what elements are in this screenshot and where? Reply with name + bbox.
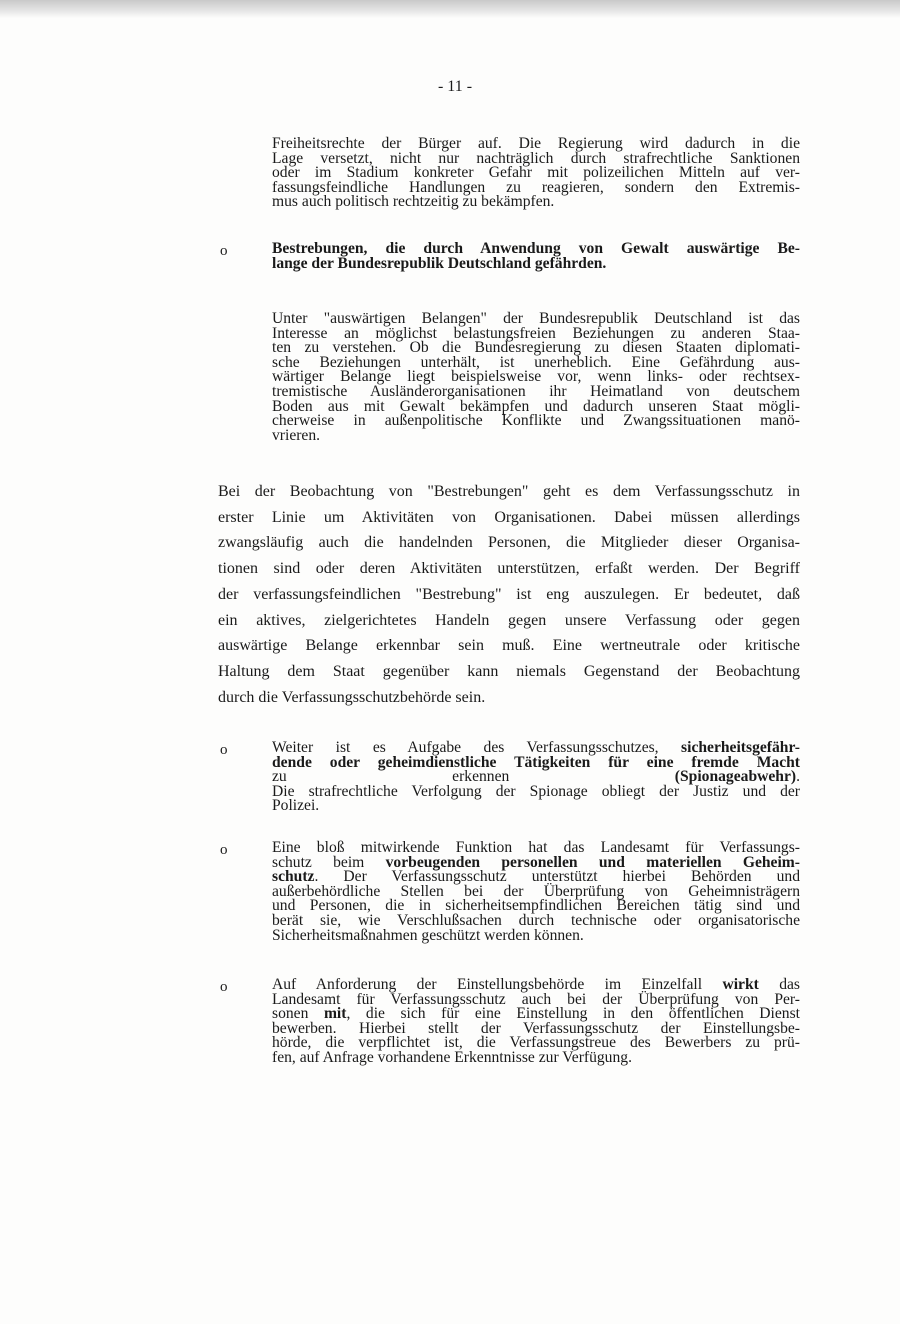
- text-run: Interesse an möglichst belastungsfreien Beziehungen zu anderen Staa-: [272, 324, 800, 342]
- text-line: [272, 254, 800, 272]
- text-run: wärtiger Belange liegt beispielsweise vor, wenn links- oder rechtsex-: [272, 368, 800, 386]
- page-number: - 11 -: [437, 78, 473, 95]
- text-run: und Personen, die in sicherheitsempfindlichen Bereichen tätig sind und: [272, 897, 800, 915]
- text-run: außerbehördliche Stellen bei der Überprüfung von Geheimnisträgern: [272, 882, 800, 900]
- text-run: fassungsfeindliche Handlungen zu reagieren, sondern den Extremis-: [272, 178, 800, 196]
- text-run: zu erkennen: [272, 768, 675, 786]
- text-run: Weiter ist es Aufgabe des Verfassungsschutzes,: [272, 739, 682, 756]
- text-run: oder im Stadium konkreter Gefahr mit polizeilichen Mitteln auf ver-: [272, 164, 800, 182]
- bold-text: wirkt: [722, 976, 759, 993]
- text-line: [218, 479, 800, 505]
- text-run: zwangsläufig auch die handelnden Personen, die Mitglieder dieser Organisa-: [218, 534, 800, 552]
- text-run: durch die Verfassungsschutzbehörde sein.: [218, 688, 486, 706]
- text-run: , die sich für eine Einstellung in den öffentlichen Dienst: [346, 1005, 800, 1023]
- text-run: vrieren.: [272, 426, 321, 444]
- text-run: bewerben. Hierbei stellt der Verfassungsschutz der Einstellungsbe-: [272, 1019, 800, 1037]
- text-run: Landesamt für Verfassungsschutz auch bei der Überprüfung von Per-: [272, 990, 800, 1008]
- bold-text: mit: [323, 1005, 347, 1023]
- bullet-marker: o: [220, 979, 228, 995]
- text-line: [272, 926, 800, 944]
- bold-text: vorbeugenden personellen und materiellen Geheim-: [385, 853, 800, 871]
- text-run: schutz beim: [272, 853, 386, 871]
- text-run: der verfassungsfeindlichen "Bestrebung" ist eng auszulegen. Er bedeutet, daß: [218, 585, 800, 603]
- text-run: Boden aus mit Gewalt bekämpfen und dadurch unseren Staat mögli-: [272, 397, 800, 415]
- text-run: mus auch politisch rechtzeitig zu bekämpfen.: [272, 193, 555, 211]
- text-run: das: [758, 976, 800, 993]
- text-run: Bei der Beobachtung von "Bestrebungen" geht es dem Verfassungsschutz in: [218, 483, 800, 500]
- text-run: ein aktives, zielgerichtetes Handeln gegen unsere Verfassung oder gegen: [218, 611, 800, 629]
- bold-text: Bestrebungen, die durch Anwendung von Gewalt auswärtige Be-: [272, 240, 800, 257]
- text-run: sonen: [272, 1005, 324, 1023]
- bold-text: dende oder geheimdienstliche Tätigkeiten für eine fremde Macht: [272, 753, 800, 771]
- text-line: [272, 799, 800, 814]
- text-line: [218, 505, 800, 531]
- text-line: [272, 195, 800, 210]
- text-line: [218, 556, 800, 582]
- text-run: Eine bloß mitwirkende Funktion hat das Landesamt für Verfassungs-: [272, 839, 800, 856]
- text-run: Freiheitsrechte der Bürger auf. Die Regierung wird dadurch in die: [272, 135, 800, 152]
- text-run: Die strafrechtliche Verfolgung der Spionage obliegt der Justiz und der: [272, 782, 800, 800]
- para-auswaertige-belange: [272, 312, 800, 443]
- bold-text: (Spionageabwehr): [674, 768, 797, 786]
- bold-text: sicherheitsgefähr-: [681, 739, 800, 756]
- text-run: Haltung dem Staat gegenüber kann niemals Gegenstand der Beobachtung: [218, 662, 800, 680]
- text-run: Lage versetzt, nicht nur nachträglich durch strafrechtliche Sanktionen: [272, 149, 800, 167]
- text-run: auswärtige Belange erkennbar sein muß. Eine wertneutrale oder kritische: [218, 637, 800, 655]
- text-run: cherweise in außenpolitische Konflikte und Zwangssituationen manö-: [272, 412, 800, 430]
- bullet-spionageabwehr: [272, 741, 800, 814]
- text-run: berät sie, wie Verschlußsachen durch technische oder organisatorische: [272, 911, 800, 929]
- text-line: [272, 426, 800, 444]
- bullet-marker: o: [220, 842, 228, 858]
- text-run: Auf Anforderung der Einstellungsbehörde im Einzelfall: [272, 976, 723, 993]
- text-line: [272, 1048, 800, 1066]
- bullet-einstellung: [272, 978, 800, 1066]
- text-line: [218, 582, 800, 608]
- text-line: [218, 685, 800, 711]
- text-line: [272, 414, 800, 429]
- bold-text: schutz: [272, 868, 315, 886]
- para-beobachtung: [218, 479, 800, 710]
- text-run: Sicherheitsmaßnahmen geschützt werden können.: [272, 926, 584, 944]
- text-run: hörde, die verpflichtet ist, die Verfassungstreue des Bewerbers zu prü-: [272, 1034, 800, 1052]
- bullet-marker: o: [220, 742, 228, 758]
- text-line: [272, 782, 800, 800]
- text-run: tionen sind oder deren Aktivitäten unterstützen, erfaßt werden. Der Begriff: [218, 560, 800, 578]
- text-run: Unter "auswärtigen Belangen" der Bundesrepublik Deutschland ist das: [272, 310, 800, 327]
- text-line: [218, 608, 800, 634]
- text-line: [218, 530, 800, 556]
- text-run: sche Beziehungen unterhält, ist unerheblich. Eine Gefährdung aus-: [272, 353, 800, 371]
- text-run: tremistische Ausländerorganisationen ihr Heimatland von deutschem: [272, 382, 800, 400]
- text-line: [218, 659, 800, 685]
- text-run: fen, auf Anfrage vorhandene Erkenntnisse zur Verfügung.: [272, 1048, 632, 1066]
- text-run: ten zu verstehen. Ob die Bundesregierung zu diesen Staaten diplomati-: [272, 339, 800, 357]
- bold-text: lange der Bundesrepublik Deutschland gefährden.: [272, 254, 607, 272]
- text-run: .: [796, 768, 800, 786]
- heading-bestrebungen-gewalt: [272, 242, 800, 271]
- bullet-marker: o: [220, 243, 228, 259]
- scan-edge-shadow: [0, 0, 900, 18]
- text-line: [218, 633, 800, 659]
- text-run: Polizei.: [272, 797, 320, 815]
- bullet-geheimschutz: [272, 841, 800, 943]
- text-run: erster Linie um Aktivitäten von Organisationen. Dabei müssen allerdings: [218, 508, 800, 526]
- para-freiheitsrechte: [272, 137, 800, 210]
- text-run: . Der Verfassungsschutz unterstützt hierbei Behörden und: [314, 868, 800, 886]
